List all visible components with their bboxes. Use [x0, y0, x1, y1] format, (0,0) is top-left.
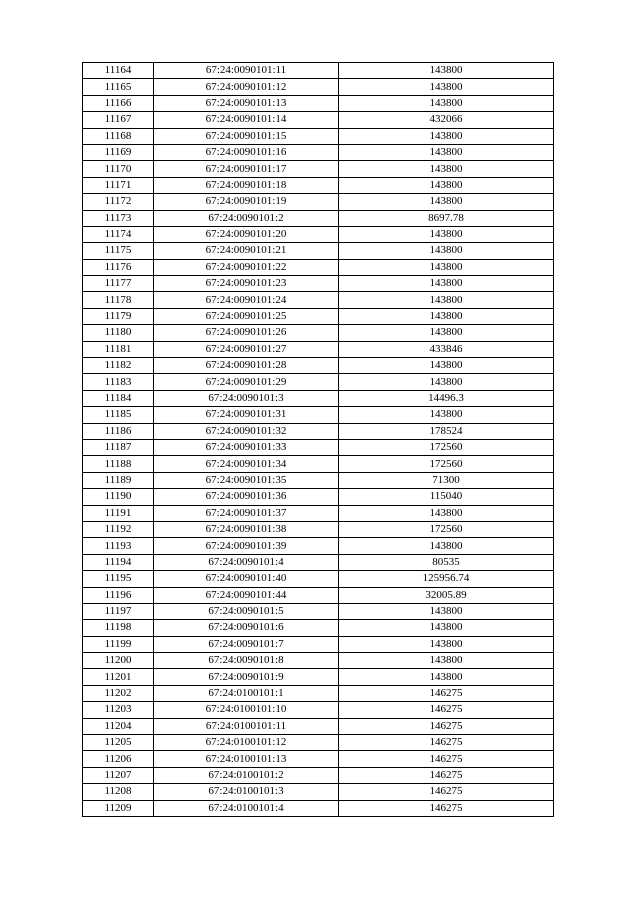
table-row [83, 390, 554, 406]
table-row [83, 653, 554, 669]
cadastral-number-cell: 67:24:0090101:39 [154, 538, 339, 554]
cadastral-number-cell: 67:24:0100101:10 [154, 702, 339, 718]
row-number-cell: 11188 [83, 456, 154, 472]
table-row [83, 472, 554, 488]
value-cell: 143800 [339, 538, 554, 554]
row-number-cell: 11175 [83, 243, 154, 259]
row-number-cell: 11203 [83, 702, 154, 718]
row-number-cell: 11172 [83, 194, 154, 210]
cadastral-number-cell: 67:24:0090101:44 [154, 587, 339, 603]
value-cell: 14496.3 [339, 390, 554, 406]
cadastral-number-cell: 67:24:0090101:27 [154, 341, 339, 357]
row-number-cell: 11207 [83, 767, 154, 783]
table-row [83, 407, 554, 423]
table-row [83, 735, 554, 751]
table-row [83, 144, 554, 160]
table-row [83, 538, 554, 554]
row-number-cell: 11165 [83, 79, 154, 95]
row-number-cell: 11204 [83, 718, 154, 734]
table-row [83, 210, 554, 226]
row-number-cell: 11183 [83, 374, 154, 390]
table-row [83, 276, 554, 292]
cadastral-number-cell: 67:24:0090101:33 [154, 439, 339, 455]
cadastral-number-cell: 67:24:0090101:15 [154, 128, 339, 144]
value-cell: 143800 [339, 669, 554, 685]
cadastral-number-cell: 67:24:0090101:9 [154, 669, 339, 685]
row-number-cell: 11198 [83, 620, 154, 636]
value-cell: 146275 [339, 718, 554, 734]
cadastral-number-cell: 67:24:0100101:11 [154, 718, 339, 734]
cadastral-number-cell: 67:24:0100101:1 [154, 685, 339, 701]
row-number-cell: 11167 [83, 112, 154, 128]
table-row [83, 194, 554, 210]
cadastral-number-cell: 67:24:0100101:13 [154, 751, 339, 767]
value-cell: 146275 [339, 685, 554, 701]
table-row [83, 554, 554, 570]
cadastral-number-cell: 67:24:0090101:4 [154, 554, 339, 570]
cadastral-number-cell: 67:24:0090101:8 [154, 653, 339, 669]
value-cell: 143800 [339, 194, 554, 210]
table-row [83, 63, 554, 79]
row-number-cell: 11193 [83, 538, 154, 554]
cadastral-number-cell: 67:24:0090101:25 [154, 308, 339, 324]
table-row [83, 702, 554, 718]
cadastral-number-cell: 67:24:0090101:17 [154, 161, 339, 177]
cadastral-number-cell: 67:24:0090101:35 [154, 472, 339, 488]
value-cell: 143800 [339, 620, 554, 636]
table-row [83, 226, 554, 242]
table-row [83, 358, 554, 374]
table-row [83, 784, 554, 800]
value-cell: 178524 [339, 423, 554, 439]
row-number-cell: 11192 [83, 521, 154, 537]
cadastral-number-cell: 67:24:0090101:13 [154, 95, 339, 111]
row-number-cell: 11181 [83, 341, 154, 357]
table-row [83, 308, 554, 324]
value-cell: 172560 [339, 521, 554, 537]
value-cell: 143800 [339, 603, 554, 619]
cadastral-number-cell: 67:24:0090101:38 [154, 521, 339, 537]
value-cell: 143800 [339, 407, 554, 423]
row-number-cell: 11196 [83, 587, 154, 603]
row-number-cell: 11205 [83, 735, 154, 751]
table-row [83, 669, 554, 685]
table-row [83, 587, 554, 603]
cadastral-number-cell: 67:24:0090101:26 [154, 325, 339, 341]
cadastral-number-cell: 67:24:0090101:14 [154, 112, 339, 128]
value-cell: 143800 [339, 144, 554, 160]
value-cell: 143800 [339, 161, 554, 177]
row-number-cell: 11201 [83, 669, 154, 685]
value-cell: 146275 [339, 735, 554, 751]
table-row [83, 439, 554, 455]
table-body [83, 63, 554, 817]
cadastral-number-cell: 67:24:0100101:2 [154, 767, 339, 783]
value-cell: 143800 [339, 259, 554, 275]
row-number-cell: 11185 [83, 407, 154, 423]
table-row [83, 161, 554, 177]
cadastral-number-cell: 67:24:0090101:24 [154, 292, 339, 308]
value-cell: 143800 [339, 276, 554, 292]
cadastral-number-cell: 67:24:0100101:3 [154, 784, 339, 800]
table-row [83, 423, 554, 439]
value-cell: 143800 [339, 226, 554, 242]
cadastral-number-cell: 67:24:0100101:4 [154, 800, 339, 816]
cadastral-number-cell: 67:24:0100101:12 [154, 735, 339, 751]
cadastral-number-cell: 67:24:0090101:29 [154, 374, 339, 390]
table-row [83, 685, 554, 701]
table-row [83, 456, 554, 472]
value-cell: 143800 [339, 374, 554, 390]
value-cell: 146275 [339, 702, 554, 718]
table-row [83, 374, 554, 390]
row-number-cell: 11174 [83, 226, 154, 242]
value-cell: 146275 [339, 784, 554, 800]
cadastral-number-cell: 67:24:0090101:12 [154, 79, 339, 95]
row-number-cell: 11187 [83, 439, 154, 455]
value-cell: 143800 [339, 358, 554, 374]
value-cell: 32005.89 [339, 587, 554, 603]
row-number-cell: 11208 [83, 784, 154, 800]
value-cell: 146275 [339, 767, 554, 783]
table-row [83, 292, 554, 308]
table-row [83, 636, 554, 652]
value-cell: 143800 [339, 95, 554, 111]
value-cell: 125956.74 [339, 571, 554, 587]
table-row [83, 505, 554, 521]
value-cell: 433846 [339, 341, 554, 357]
cadastral-number-cell: 67:24:0090101:2 [154, 210, 339, 226]
value-cell: 80535 [339, 554, 554, 570]
cadastral-number-cell: 67:24:0090101:5 [154, 603, 339, 619]
cadastral-number-cell: 67:24:0090101:21 [154, 243, 339, 259]
row-number-cell: 11178 [83, 292, 154, 308]
value-cell: 172560 [339, 439, 554, 455]
value-cell: 172560 [339, 456, 554, 472]
row-number-cell: 11177 [83, 276, 154, 292]
value-cell: 143800 [339, 128, 554, 144]
row-number-cell: 11184 [83, 390, 154, 406]
value-cell: 143800 [339, 653, 554, 669]
value-cell: 71300 [339, 472, 554, 488]
cadastral-number-cell: 67:24:0090101:36 [154, 489, 339, 505]
table-row [83, 259, 554, 275]
row-number-cell: 11164 [83, 63, 154, 79]
table-row [83, 767, 554, 783]
cadastral-number-cell: 67:24:0090101:40 [154, 571, 339, 587]
cadastral-number-cell: 67:24:0090101:23 [154, 276, 339, 292]
cadastral-number-cell: 67:24:0090101:11 [154, 63, 339, 79]
row-number-cell: 11186 [83, 423, 154, 439]
row-number-cell: 11190 [83, 489, 154, 505]
row-number-cell: 11189 [83, 472, 154, 488]
row-number-cell: 11197 [83, 603, 154, 619]
row-number-cell: 11168 [83, 128, 154, 144]
row-number-cell: 11170 [83, 161, 154, 177]
table-row [83, 325, 554, 341]
table-row [83, 128, 554, 144]
cadastral-number-cell: 67:24:0090101:7 [154, 636, 339, 652]
value-cell: 8697.78 [339, 210, 554, 226]
table-row [83, 177, 554, 193]
table-row [83, 112, 554, 128]
table-row [83, 79, 554, 95]
value-cell: 143800 [339, 308, 554, 324]
value-cell: 143800 [339, 636, 554, 652]
cadastral-number-cell: 67:24:0090101:3 [154, 390, 339, 406]
value-cell: 143800 [339, 63, 554, 79]
value-cell: 115040 [339, 489, 554, 505]
data-table [82, 62, 554, 817]
value-cell: 432066 [339, 112, 554, 128]
row-number-cell: 11173 [83, 210, 154, 226]
row-number-cell: 11194 [83, 554, 154, 570]
table-row [83, 800, 554, 816]
table-row [83, 571, 554, 587]
table-row [83, 603, 554, 619]
value-cell: 143800 [339, 79, 554, 95]
cadastral-number-cell: 67:24:0090101:28 [154, 358, 339, 374]
row-number-cell: 11171 [83, 177, 154, 193]
row-number-cell: 11200 [83, 653, 154, 669]
row-number-cell: 11209 [83, 800, 154, 816]
row-number-cell: 11182 [83, 358, 154, 374]
cadastral-number-cell: 67:24:0090101:20 [154, 226, 339, 242]
table-row [83, 751, 554, 767]
table-row [83, 341, 554, 357]
row-number-cell: 11179 [83, 308, 154, 324]
table-row [83, 620, 554, 636]
table-row [83, 718, 554, 734]
table-row [83, 521, 554, 537]
table-row [83, 95, 554, 111]
row-number-cell: 11191 [83, 505, 154, 521]
value-cell: 143800 [339, 243, 554, 259]
row-number-cell: 11166 [83, 95, 154, 111]
cadastral-number-cell: 67:24:0090101:22 [154, 259, 339, 275]
row-number-cell: 11180 [83, 325, 154, 341]
value-cell: 146275 [339, 751, 554, 767]
cadastral-number-cell: 67:24:0090101:6 [154, 620, 339, 636]
value-cell: 143800 [339, 505, 554, 521]
row-number-cell: 11176 [83, 259, 154, 275]
cadastral-number-cell: 67:24:0090101:31 [154, 407, 339, 423]
row-number-cell: 11169 [83, 144, 154, 160]
cadastral-number-cell: 67:24:0090101:16 [154, 144, 339, 160]
cadastral-number-cell: 67:24:0090101:18 [154, 177, 339, 193]
table-row [83, 243, 554, 259]
row-number-cell: 11199 [83, 636, 154, 652]
cadastral-number-cell: 67:24:0090101:34 [154, 456, 339, 472]
cadastral-number-cell: 67:24:0090101:19 [154, 194, 339, 210]
row-number-cell: 11202 [83, 685, 154, 701]
cadastral-number-cell: 67:24:0090101:32 [154, 423, 339, 439]
row-number-cell: 11206 [83, 751, 154, 767]
cadastral-number-cell: 67:24:0090101:37 [154, 505, 339, 521]
value-cell: 146275 [339, 800, 554, 816]
row-number-cell: 11195 [83, 571, 154, 587]
value-cell: 143800 [339, 292, 554, 308]
value-cell: 143800 [339, 177, 554, 193]
table-row [83, 489, 554, 505]
value-cell: 143800 [339, 325, 554, 341]
